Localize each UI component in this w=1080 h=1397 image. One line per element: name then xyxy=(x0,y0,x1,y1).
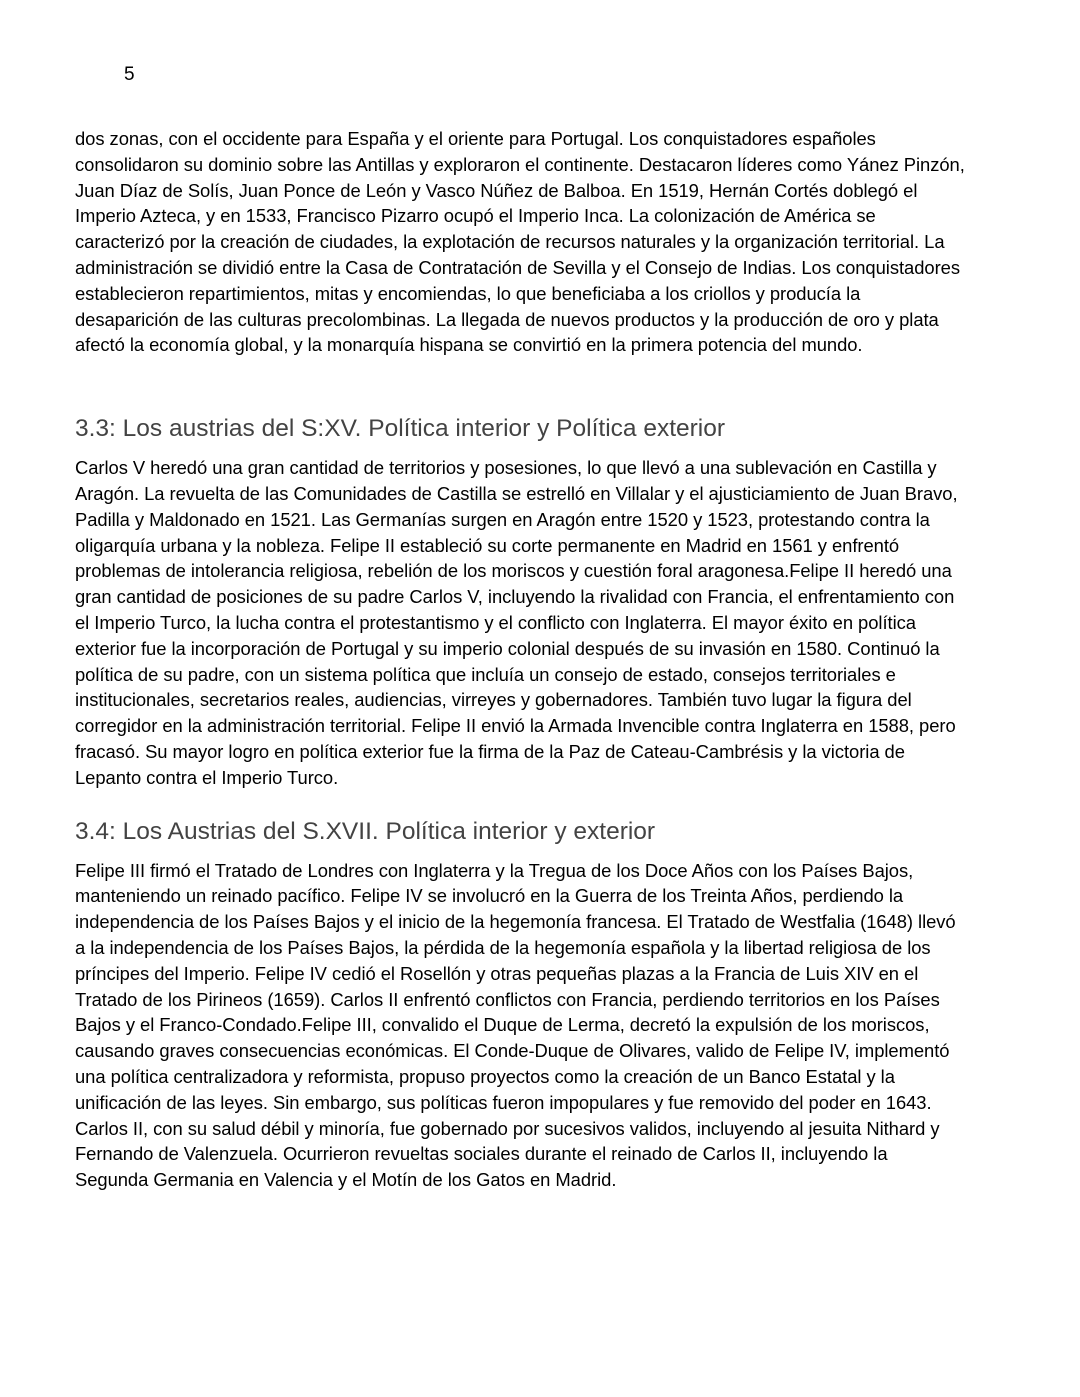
document-body xyxy=(75,126,965,1193)
page-number: 5 xyxy=(124,64,135,85)
paragraph-austrias-xvii: Felipe III firmó el Tratado de Londres con Inglaterra y la Tregua de los Doce Años con los Países Bajos, manteniendo un reinado pacífico. Felipe IV se involucró en la Guerra de los Treinta Años, perdiendo la independencia de los Países Bajos y el inicio de la hegemonía francesa. El Tratado de Westfalia (1648) llevó a la independencia de los Países Bajos, la pérdida de la hegemonía española y la libertad religiosa de los príncipes del Imperio. Felipe IV cedió el Rosellón y otras pequeñas plazas a la Francia de Luis XIV en el Tratado de los Pirineos (1659). Carlos II enfrentó conflictos con Francia, perdiendo territorios en los Países Bajos y el Franco-Condado.Felipe III, convalido el Duque de Lerma, decretó la expulsión de los moriscos, causando graves consecuencias económicas. El Conde-Duque de Olivares, valido de Felipe IV, implementó una política centralizadora y reformista, propuso proyectos como la creación de un Banco Estatal y la unificación de las leyes. Sin embargo, sus políticas fueron impopulares y fue removido del poder en 1643. Carlos II, con su salud débil y minoría, fue gobernado por sucesivos validos, incluyendo al jesuita Nithard y Fernando de Valenzuela. Ocurrieron revueltas sociales durante el reinado de Carlos II, incluyendo la Segunda Germania en Valencia y el Motín de los Gatos en Madrid. xyxy=(75,859,956,1191)
section-heading-3-4: 3.4: Los Austrias del S.XVII. Política interior y exterior xyxy=(75,817,656,845)
section-heading-3-3: 3.3: Los austrias del S:XV. Política interior y Política exterior xyxy=(75,415,726,443)
paragraph-americas-colonization: dos zonas, con el occidente para España y el oriente para Portugal. Los conquistadores españoles consolidaron su dominio sobre las Antillas y exploraron el continente. Destacaron líderes como Yánez Pinzón, Juan Díaz de Solís, Juan Ponce de León y Vasco Núñez de Balboa. En 1519, Hernán Cortés doblegó el Imperio Azteca, y en 1533, Francisco Pizarro ocupó el Imperio Inca. La colonización de América se caracterizó por la creación de ciudades, la explotación de recursos naturales y la organización territorial. La administración se dividió entre la Casa de Contratación de Sevilla y el Consejo de Indias. Los conquistadores establecieron repartimientos, mitas y encomiendas, lo que beneficiaba a los criollos y producía la desaparición de las culturas precolombinas. La llegada de nuevos productos y la producción de oro y plata afectó la economía global, y la monarquía hispana se convirtió en la primera potencia del mundo. xyxy=(75,128,965,356)
paragraph-austrias-xvi: Carlos V heredó una gran cantidad de territorios y posesiones, lo que llevó a una sublevación en Castilla y Aragón. La revuelta de las Comunidades de Castilla se estrelló en Villalar y el ajusticiamiento de Juan Bravo, Padilla y Maldonado en 1521. Las Germanías surgen en Aragón entre 1520 y 1523, protestando contra la oligarquía urbana y la nobleza. Felipe II estableció su corte permanente en Madrid en 1561 y enfrentó problemas de intolerancia religiosa, rebelión de los moriscos y cuestión foral aragonesa.Felipe II heredó una gran cantidad de posiciones de su padre Carlos V, incluyendo la rivalidad con Francia, el enfrentamiento con el Imperio Turco, la lucha contra el protestantismo y el conflicto con Inglaterra. El mayor éxito en política exterior fue la incorporación de Portugal y su imperio colonial después de su invasión en 1580. Continuó la política de su padre, con un sistema política que incluía un consejo de estado, consejos territoriales e institucionales, secretarios reales, audiencias, virreyes y gobernadores. También tuvo lugar la figura del corregidor en la administración territorial. Felipe II envió la Armada Invencible contra Inglaterra en 1588, pero fracasó. Su mayor logro en política exterior fue la firma de la Paz de Cateau-Cambrésis y la victoria de Lepanto contra el Imperio Turco. xyxy=(75,457,958,788)
